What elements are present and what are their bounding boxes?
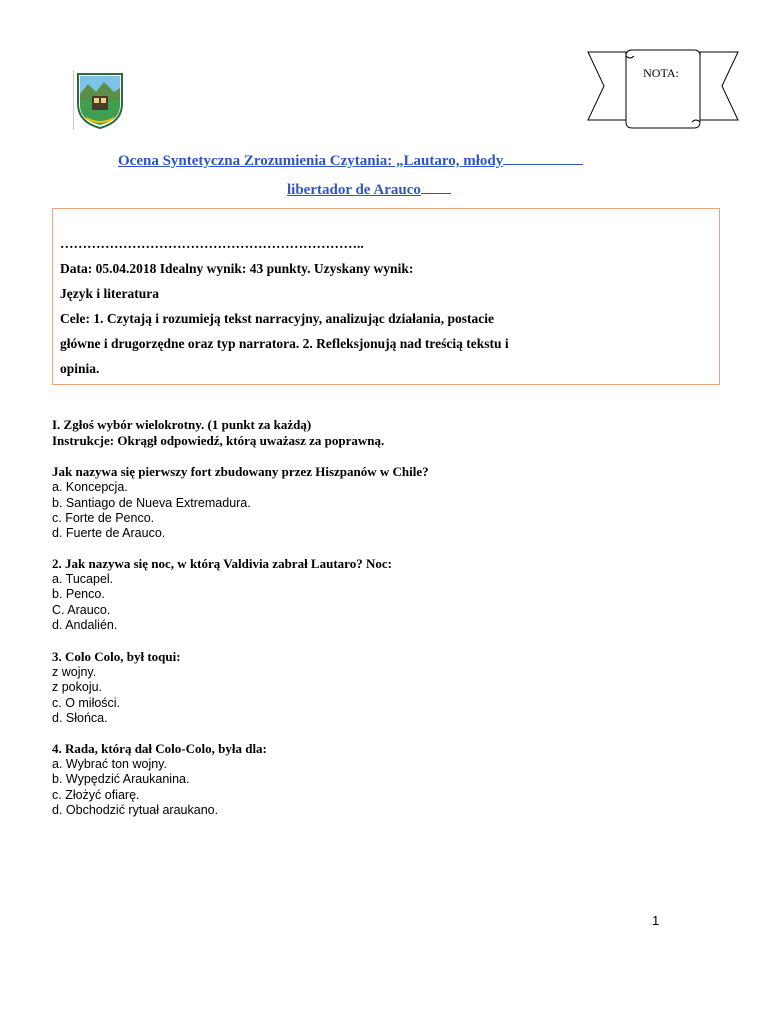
goals-line-2: główne i drugorzędne oraz typ narratora. 2. Refleksjonują nad treścią tekstu i: [60, 336, 509, 351]
student-name-line: …………………………………………………………..: [60, 236, 364, 251]
title-line-2: [287, 180, 451, 199]
question-2-option-c[interactable]: C. Arauco.: [52, 603, 111, 617]
question-2-option-b[interactable]: b. Penco.: [52, 587, 105, 601]
school-logo: [74, 70, 126, 130]
question-4-option-c[interactable]: c. Złożyć ofiarę.: [52, 788, 140, 802]
subject-line: Język i literatura: [60, 286, 159, 301]
section-heading: I. Zgłoś wybór wielokrotny. (1 punkt za każdą): [52, 417, 312, 432]
question-3-option-d[interactable]: d. Słońca.: [52, 711, 108, 725]
question-3-option-c[interactable]: c. O miłości.: [52, 696, 121, 710]
section-instructions: Instrukcje: Okrągł odpowiedź, którą uważasz za poprawną.: [52, 433, 385, 448]
nota-label: NOTA:: [643, 66, 679, 80]
goals-line-3: opinia.: [60, 361, 100, 376]
date-score-line: Data: 05.04.2018 Idealny wynik: 43 punkty. Uzyskany wynik:: [60, 261, 414, 276]
question-2-option-d[interactable]: d. Andalién.: [52, 618, 118, 632]
page-number: 1: [652, 913, 660, 928]
title-line-1-text: Ocena Syntetyczna Zrozumienia Czytania: „Lautaro, młody: [118, 153, 504, 169]
question-4-text: 4. Rada, którą dał Colo-Colo, była dla:: [52, 741, 267, 756]
title-underline-blank: [421, 180, 451, 194]
goals-line-1: Cele: 1. Czytają i rozumieją tekst narracyjny, analizując działania, postacie: [60, 311, 494, 326]
grade-banner: [586, 46, 740, 130]
title-underline-blank: [503, 151, 583, 165]
question-4-option-d[interactable]: d. Obchodzić rytuał araukano.: [52, 803, 219, 817]
title-line-2-text: libertador de Arauco: [287, 182, 421, 198]
question-4-option-a[interactable]: a. Wybrać ton wojny.: [52, 757, 167, 771]
question-1-option-a[interactable]: a. Koncepcja.: [52, 480, 128, 494]
question-2-text: 2. Jak nazywa się noc, w którą Valdivia zabrał Lautaro? Noc:: [52, 556, 392, 571]
question-1-option-c[interactable]: c. Forte de Penco.: [52, 511, 155, 525]
question-3-option-b[interactable]: z pokoju.: [52, 680, 103, 694]
question-1-option-b[interactable]: b. Santiago de Nueva Extremadura.: [52, 496, 251, 510]
question-4-option-b[interactable]: b. Wypędzić Araukanina.: [52, 772, 190, 786]
question-3-option-a[interactable]: z wojny.: [52, 665, 97, 679]
title-line-1: [118, 151, 583, 170]
question-1-text: Jak nazywa się pierwszy fort zbudowany przez Hiszpanów w Chile?: [52, 464, 429, 479]
question-1-option-d[interactable]: d. Fuerte de Arauco.: [52, 526, 166, 540]
question-3-text: 3. Colo Colo, był toqui:: [52, 649, 181, 664]
question-2-option-a[interactable]: a. Tucapel.: [52, 572, 114, 586]
